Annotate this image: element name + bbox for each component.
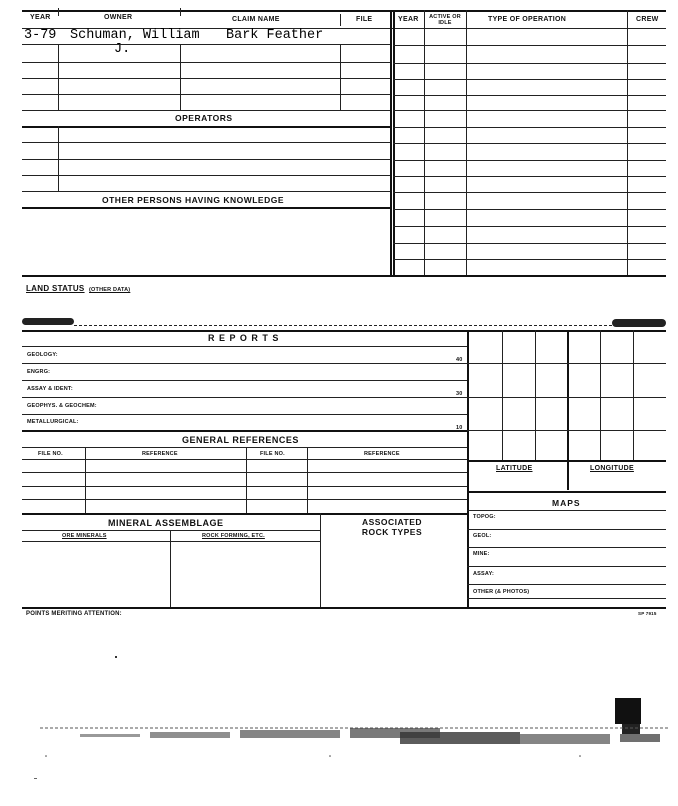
report-assay-num: 30 <box>456 391 463 397</box>
ref-col-reference-2: REFERENCE <box>364 451 400 457</box>
report-geology-num: 40 <box>456 357 463 363</box>
latitude-label: LATITUDE <box>496 465 533 472</box>
ink-smudge-right <box>612 319 666 327</box>
land-status-title: LAND STATUS <box>26 284 85 293</box>
ref-col-reference-1: REFERENCE <box>142 451 178 457</box>
header-year: YEAR <box>30 14 51 21</box>
map-geol: GEOL: <box>473 533 492 539</box>
reports-heading: R E P O R T S <box>208 333 280 343</box>
general-references-heading: GENERAL REFERENCES <box>182 435 299 445</box>
maps-heading: MAPS <box>552 498 581 508</box>
report-metallurgical: METALLURGICAL: <box>27 419 79 425</box>
report-assay: ASSAY & IDENT: <box>27 386 73 392</box>
entry-claim-name: Bark Feather <box>226 28 324 43</box>
header-claim-name: CLAIM NAME <box>232 16 280 23</box>
map-other-photos: OTHER (& PHOTOS) <box>473 589 530 595</box>
points-meriting-attention: POINTS MERITING ATTENTION: <box>26 611 122 617</box>
ink-smudge-left <box>22 318 74 325</box>
scan-noise <box>0 690 678 760</box>
report-engrg: ENGRG: <box>27 369 51 375</box>
ore-minerals-col: ORE MINERALS <box>62 533 107 539</box>
header-crew: CREW <box>636 16 659 23</box>
ref-col-file-no-1: FILE NO. <box>38 451 63 457</box>
report-metallurgical-num: 10 <box>456 425 463 431</box>
entry-owner-initial: J. <box>114 42 131 57</box>
mineral-assemblage-heading: MINERAL ASSEMBLAGE <box>108 518 224 528</box>
map-assay: ASSAY: <box>473 571 495 577</box>
land-status-label <box>26 278 130 296</box>
entry-date: 3-79 <box>24 28 57 43</box>
header-active-or-idle: ACTIVE OR IDLE <box>429 14 461 26</box>
speck <box>115 656 117 658</box>
report-geophys: GEOPHYS. & GEOCHEM: <box>27 403 97 409</box>
form-code: SP 7915 <box>638 611 657 616</box>
header-file: FILE <box>356 16 373 23</box>
speck-2 <box>34 778 37 779</box>
map-mine: MINE: <box>473 551 490 557</box>
header-owner: OWNER <box>104 14 133 21</box>
longitude-label: LONGITUDE <box>590 465 634 472</box>
ref-col-file-no-2: FILE NO. <box>260 451 285 457</box>
other-persons-heading: OTHER PERSONS HAVING KNOWLEDGE <box>102 195 285 205</box>
rock-forming-col: ROCK FORMING, ETC. <box>202 533 265 539</box>
land-status-subtitle: (OTHER DATA) <box>89 287 131 293</box>
associated-rock-types-heading: ASSOCIATED ROCK TYPES <box>361 517 423 537</box>
entry-owner-name: Schuman, William <box>70 28 200 43</box>
header-year-2: YEAR <box>398 16 419 23</box>
header-type-of-operation: TYPE OF OPERATION <box>488 16 567 23</box>
map-topog: TOPOG: <box>473 514 496 520</box>
operators-heading: OPERATORS <box>175 113 233 123</box>
report-geology: GEOLOGY: <box>27 352 58 358</box>
